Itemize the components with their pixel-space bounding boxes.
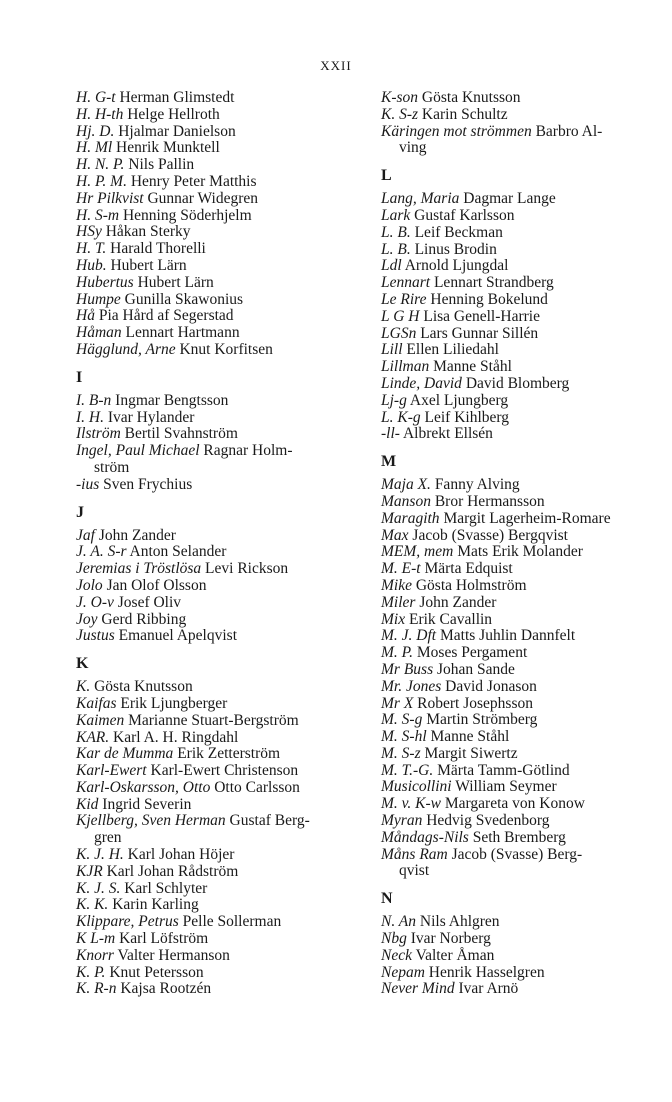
index-entry — [381, 679, 666, 696]
index-entry — [76, 426, 358, 443]
index-entry — [76, 292, 358, 309]
author-name: Ragnar Holm- — [203, 442, 293, 460]
index-entry — [381, 796, 666, 813]
author-name: Nils Pallin — [128, 156, 195, 174]
index-entry — [76, 208, 358, 225]
index-entry — [381, 612, 666, 629]
pseudonym: K. R-n — [76, 980, 117, 998]
index-entry — [381, 359, 666, 376]
author-name: Jan Olof Olsson — [106, 576, 207, 594]
index-entry — [76, 578, 358, 595]
pseudonym: Le Rire — [381, 290, 427, 308]
author-name: Leif Kihlberg — [424, 408, 510, 426]
index-entry — [76, 528, 358, 545]
section-letter: N — [381, 890, 393, 908]
author-name: Ellen Liliedahl — [406, 341, 499, 359]
index-entry — [76, 813, 358, 830]
pseudonym: Hj. D. — [76, 122, 115, 140]
pseudonym: Maja X. — [381, 476, 431, 494]
author-name: Gösta Knutsson — [421, 89, 521, 106]
left-column — [76, 90, 358, 998]
pseudonym: Manson — [381, 492, 431, 510]
pseudonym: Jaf — [76, 526, 95, 544]
index-entry — [381, 393, 666, 410]
author-name: Karin Schultz — [421, 105, 508, 123]
section-letter: K — [76, 655, 89, 673]
pseudonym: KJR — [76, 862, 103, 880]
pseudonym: Neck — [381, 946, 412, 964]
author-name: Gösta Holmström — [415, 576, 527, 594]
index-entry — [76, 595, 358, 612]
index-entry — [76, 241, 358, 258]
pseudonym: Karl-Ewert — [76, 762, 147, 780]
author-name: Josef Oliv — [117, 593, 182, 611]
pseudonym: J. A. S-r — [76, 543, 127, 561]
author-name: Otto Carlsson — [214, 778, 300, 796]
pseudonym: Jeremias i Tröstlösa — [76, 560, 202, 578]
author-name: Leif Beckman — [414, 223, 503, 241]
pseudonym: Kaifas — [76, 694, 117, 712]
author-name: Karl Johan Höjer — [127, 846, 235, 864]
index-entry — [381, 191, 666, 208]
author-name: Valter Hermanson — [117, 946, 230, 964]
pseudonym: Käringen mot strömmen — [381, 122, 532, 140]
pseudonym: N. An — [381, 913, 417, 931]
pseudonym: Nbg — [381, 930, 407, 948]
pseudonym: K. J. H. — [76, 846, 124, 864]
index-entry — [381, 948, 666, 965]
pseudonym: Måns Ram — [381, 845, 448, 863]
pseudonym: -ius — [76, 475, 100, 493]
index-entry — [381, 342, 666, 359]
author-name: Kajsa Rootzén — [120, 980, 212, 998]
author-name: Bertil Svahnström — [124, 425, 238, 443]
author-name: Lennart Hartmann — [125, 324, 240, 342]
index-entry — [381, 830, 666, 847]
pseudonym: Kaimen — [76, 711, 125, 729]
index-entry — [381, 813, 666, 830]
index-entry — [76, 746, 358, 763]
index-entry — [76, 224, 358, 241]
section-letter: J — [76, 503, 84, 521]
index-entry — [381, 645, 666, 662]
author-name: Margareta von Konow — [444, 795, 585, 813]
author-name: William Seymer — [455, 778, 557, 796]
pseudonym: K. — [76, 678, 91, 696]
author-name: Gösta Knutsson — [94, 678, 193, 696]
author-name: Karl Johan Rådström — [106, 862, 239, 880]
pseudonym: Karl-Oskarsson, Otto — [76, 778, 211, 796]
pseudonym: M. v. K-w — [381, 795, 441, 813]
section-letter: M — [381, 453, 397, 471]
author-name: Harald Thorelli — [110, 240, 206, 258]
pseudonym: Klippare, Petrus — [76, 913, 179, 931]
pseudonym: K. K. — [76, 896, 109, 914]
author-name: Jacob (Svasse) Berg- — [451, 845, 583, 863]
author-name: Lars Gunnar Sillén — [420, 324, 539, 342]
index-entry — [381, 208, 666, 225]
index-entry — [76, 410, 358, 427]
pseudonym: Måndags-Nils — [381, 828, 469, 846]
author-name: Ivar Hylander — [107, 408, 195, 426]
pseudonym: L. B. — [381, 223, 411, 241]
index-entry — [381, 275, 666, 292]
author-name: Margit Siwertz — [424, 744, 518, 762]
index-entry — [76, 308, 358, 325]
author-name: Manne Ståhl — [430, 728, 510, 746]
index-entry — [76, 780, 358, 797]
pseudonym: H. Ml — [76, 139, 113, 157]
author-name: Anton Selander — [129, 543, 227, 561]
author-name: Moses Pergament — [416, 644, 528, 662]
author-name: Ivar Arnö — [458, 980, 519, 998]
index-entry — [381, 326, 666, 343]
pseudonym: Ldl — [381, 257, 402, 275]
entry-continuation: gren — [94, 829, 122, 847]
index-entry — [381, 712, 666, 729]
index-entry — [76, 157, 358, 174]
author-name: Axel Ljungberg — [409, 391, 509, 409]
author-name: Nils Ahlgren — [419, 913, 500, 931]
index-entry — [381, 578, 666, 595]
pseudonym: H. T. — [76, 240, 107, 258]
pseudonym: KAR. — [76, 728, 110, 746]
pseudonym: Knorr — [76, 946, 114, 964]
author-name: Karl Schlyter — [124, 879, 208, 897]
author-name: Karin Karling — [112, 896, 199, 914]
index-entry — [76, 140, 358, 157]
index-entry — [381, 763, 666, 780]
author-name: Mats Erik Molander — [457, 543, 583, 561]
right-column — [381, 90, 666, 998]
author-name: Knut Korfitsen — [179, 340, 273, 358]
author-name: Johan Sande — [436, 660, 515, 678]
pseudonym: K. P. — [76, 963, 106, 981]
author-name: Gerd Ribbing — [101, 610, 187, 628]
author-name: John Zander — [419, 593, 497, 611]
author-name: Helge Hellroth — [127, 105, 220, 123]
author-name: Henry Peter Matthis — [130, 172, 257, 190]
author-name: Manne Ståhl — [433, 358, 512, 376]
pseudonym: Mr Buss — [381, 660, 434, 678]
author-name: Lisa Genell-Harrie — [423, 307, 540, 325]
pseudonym: Lillman — [381, 358, 430, 376]
pseudonym: I. B-n — [76, 391, 112, 409]
index-entry — [76, 981, 358, 998]
pseudonym: Humpe — [76, 290, 121, 308]
pseudonym: M. P. — [381, 644, 414, 662]
index-entry — [381, 477, 666, 494]
index-entry — [381, 90, 666, 107]
entry-continuation: ving — [399, 139, 427, 157]
section-letter: I — [76, 368, 83, 386]
index-entry — [381, 124, 666, 141]
author-name: Matts Juhlin Dannfelt — [439, 627, 576, 645]
author-name: Lennart Strandberg — [433, 274, 554, 292]
author-name: Hedvig Svedenborg — [426, 812, 550, 830]
author-name: Emanuel Apelqvist — [118, 627, 238, 645]
index-entry — [381, 242, 666, 259]
author-name: Robert Josephsson — [417, 694, 533, 712]
author-name: Gustaf Berg- — [229, 812, 310, 830]
pseudonym: H. P. M. — [76, 172, 127, 190]
author-name: Barbro Al- — [535, 122, 603, 140]
pseudonym: Lang, Maria — [381, 190, 460, 208]
author-name: Erik Cavallin — [408, 610, 493, 628]
pseudonym: Hägglund, Arne — [76, 340, 176, 358]
pseudonym: M. T.-G. — [381, 761, 434, 779]
author-name: Fanny Alving — [434, 476, 520, 494]
index-entry — [381, 628, 666, 645]
page-number: XXII — [320, 58, 352, 73]
pseudonym: Lill — [381, 341, 403, 359]
index-entry — [76, 275, 358, 292]
index-entry — [76, 393, 358, 410]
author-name: Henrik Hasselgren — [428, 963, 545, 981]
author-name: Levi Rickson — [205, 560, 289, 578]
pseudonym: M. J. Dft — [381, 627, 437, 645]
pseudonym: Hubertus — [76, 273, 134, 291]
pseudonym: Mr. Jones — [381, 677, 442, 695]
author-name: Valter Åman — [415, 946, 495, 964]
index-entry — [381, 729, 666, 746]
index-entry — [381, 914, 666, 931]
pseudonym: L G H — [381, 307, 420, 325]
index-entry — [76, 443, 358, 460]
index-entry — [381, 225, 666, 242]
index-entry — [381, 981, 666, 998]
author-name: Håkan Sterky — [105, 223, 191, 241]
author-name: Sven Frychius — [103, 475, 193, 493]
pseudonym: I. H. — [76, 408, 104, 426]
author-name: Seth Bremberg — [472, 828, 566, 846]
pseudonym: Miler — [381, 593, 416, 611]
entry-continuation: ström — [94, 458, 130, 476]
pseudonym: H. G-t — [76, 89, 116, 106]
index-entry — [76, 477, 358, 494]
pseudonym: Joy — [76, 610, 98, 628]
pseudonym: Mix — [381, 610, 406, 628]
pseudonym: M. S-hl — [381, 728, 427, 746]
author-name: Gustaf Karlsson — [414, 206, 515, 224]
pseudonym: Mike — [381, 576, 412, 594]
author-name: Knut Petersson — [109, 963, 204, 981]
index-entry — [381, 410, 666, 427]
pseudonym: Lj-g — [381, 391, 407, 409]
index-entry — [381, 544, 666, 561]
index-entry — [76, 931, 358, 948]
author-name: Marianne Stuart-Bergström — [128, 711, 299, 729]
index-entry — [76, 325, 358, 342]
pseudonym: H. S-m — [76, 206, 120, 224]
pseudonym: K-son — [381, 89, 419, 106]
pseudonym: M. S-g — [381, 711, 423, 729]
author-name: Hubert Lärn — [110, 256, 187, 274]
pseudonym: LGSn — [381, 324, 417, 342]
author-name: Dagmar Lange — [463, 190, 556, 208]
index-entry — [76, 258, 358, 275]
index-entry — [76, 713, 358, 730]
author-name: Arnold Ljungdal — [404, 257, 509, 275]
index-entry — [76, 107, 358, 124]
author-name: Hubert Lärn — [137, 273, 214, 291]
pseudonym: Kid — [76, 795, 99, 813]
author-name: Bror Hermansson — [434, 492, 545, 510]
index-entry — [381, 931, 666, 948]
pseudonym: Justus — [76, 627, 115, 645]
pseudonym: Mr X — [381, 694, 414, 712]
pseudonym: K L-m — [76, 930, 116, 948]
author-name: David Blomberg — [465, 374, 570, 392]
index-entry — [381, 779, 666, 796]
author-name: Linus Brodin — [414, 240, 497, 258]
pseudonym: M. S-z — [381, 744, 421, 762]
index-entry — [381, 309, 666, 326]
pseudonym: Nepam — [381, 963, 425, 981]
pseudonym: K. J. S. — [76, 879, 121, 897]
index-entry — [76, 191, 358, 208]
author-name: Hjalmar Danielson — [118, 122, 236, 140]
pseudonym: Hå — [76, 307, 95, 325]
index-entry — [381, 965, 666, 982]
index-entry — [76, 174, 358, 191]
pseudonym: Hub. — [76, 256, 107, 274]
author-name: Henning Söderhjelm — [122, 206, 252, 224]
author-name: David Jonason — [445, 677, 537, 695]
index-entry — [76, 763, 358, 780]
author-name: Gunilla Skawonius — [124, 290, 244, 308]
pseudonym: Lark — [381, 206, 411, 224]
pseudonym: Maragith — [381, 509, 440, 527]
pseudonym: Ingel, Paul Michael — [76, 442, 200, 460]
pseudonym: Kar de Mumma — [76, 745, 174, 763]
author-name: Martin Strömberg — [426, 711, 538, 729]
index-entry — [76, 914, 358, 931]
author-name: Karl A. H. Ringdahl — [113, 728, 239, 746]
pseudonym: Hr Pilkvist — [76, 189, 144, 207]
index-entry — [76, 544, 358, 561]
author-name: Märta Edquist — [424, 560, 513, 578]
pseudonym: Myran — [381, 812, 423, 830]
index-entry — [76, 342, 358, 359]
pseudonym: M. E-t — [381, 560, 421, 578]
index-entry — [76, 948, 358, 965]
pseudonym: Håman — [76, 324, 122, 342]
index-entry — [76, 612, 358, 629]
pseudonym: -ll- — [381, 425, 400, 443]
index-entry — [76, 730, 358, 747]
pseudonym: Ilström — [76, 425, 121, 443]
index-entry — [381, 494, 666, 511]
index-entry — [381, 662, 666, 679]
index-entry — [76, 561, 358, 578]
index-entry — [381, 376, 666, 393]
index-entry — [381, 511, 666, 528]
pseudonym: L. K-g — [381, 408, 421, 426]
pseudonym: Max — [381, 526, 409, 544]
index-entry — [381, 561, 666, 578]
pseudonym: Lennart — [381, 274, 431, 292]
entry-continuation: qvist — [399, 862, 430, 880]
index-entry — [381, 292, 666, 309]
author-name: Gunnar Widegren — [147, 189, 259, 207]
index-entry — [381, 696, 666, 713]
pseudonym: Jolo — [76, 576, 103, 594]
author-name: Herman Glimstedt — [119, 89, 235, 106]
index-entry — [76, 847, 358, 864]
author-name: Ingmar Bengtsson — [115, 391, 229, 409]
pseudonym: HSy — [76, 223, 102, 241]
author-name: Erik Ljungberger — [120, 694, 228, 712]
index-entry — [76, 897, 358, 914]
author-name: John Zander — [98, 526, 176, 544]
author-name: Margit Lagerheim-Romare — [443, 509, 611, 527]
author-name: Pia Hård af Segerstad — [98, 307, 234, 325]
index-entry — [381, 746, 666, 763]
pseudonym: MEM, mem — [381, 543, 454, 561]
pseudonym: Musicollini — [381, 778, 452, 796]
index-entry — [381, 107, 666, 124]
author-name: Jacob (Svasse) Bergqvist — [412, 526, 568, 544]
pseudonym: Kjellberg, Sven Herman — [76, 812, 226, 830]
pseudonym: Never Mind — [381, 980, 455, 998]
index-entry — [76, 124, 358, 141]
index-entry — [76, 881, 358, 898]
pseudonym: H. H-th — [76, 105, 124, 123]
index-entry — [76, 864, 358, 881]
pseudonym: J. O-v — [76, 593, 114, 611]
author-name: Henning Bokelund — [430, 290, 548, 308]
index-entry — [76, 679, 358, 696]
pseudonym: L. B. — [381, 240, 411, 258]
index-entry — [76, 696, 358, 713]
section-letter: L — [381, 167, 392, 185]
author-name: Karl-Ewert Christenson — [150, 762, 299, 780]
pseudonym: K. S-z — [381, 105, 419, 123]
index-entry — [381, 847, 666, 864]
author-name: Ingrid Severin — [102, 795, 192, 813]
index-entry — [76, 90, 358, 107]
index-entry — [381, 528, 666, 545]
index-entry — [76, 628, 358, 645]
pseudonym: H. N. P. — [76, 156, 125, 174]
index-entry — [381, 258, 666, 275]
pseudonym: Linde, David — [381, 374, 462, 392]
index-entry — [76, 965, 358, 982]
author-name: Albrekt Ellsén — [402, 425, 493, 443]
author-name: Karl Löfström — [119, 930, 209, 948]
author-name: Ivar Norberg — [410, 930, 491, 948]
author-name: Erik Zetterström — [177, 745, 281, 763]
index-entry — [76, 797, 358, 814]
index-entry — [381, 595, 666, 612]
index-entry — [381, 426, 666, 443]
author-name: Pelle Sollerman — [182, 913, 282, 931]
author-name: Henrik Munktell — [116, 139, 220, 157]
author-name: Märta Tamm-Götlind — [437, 761, 570, 779]
